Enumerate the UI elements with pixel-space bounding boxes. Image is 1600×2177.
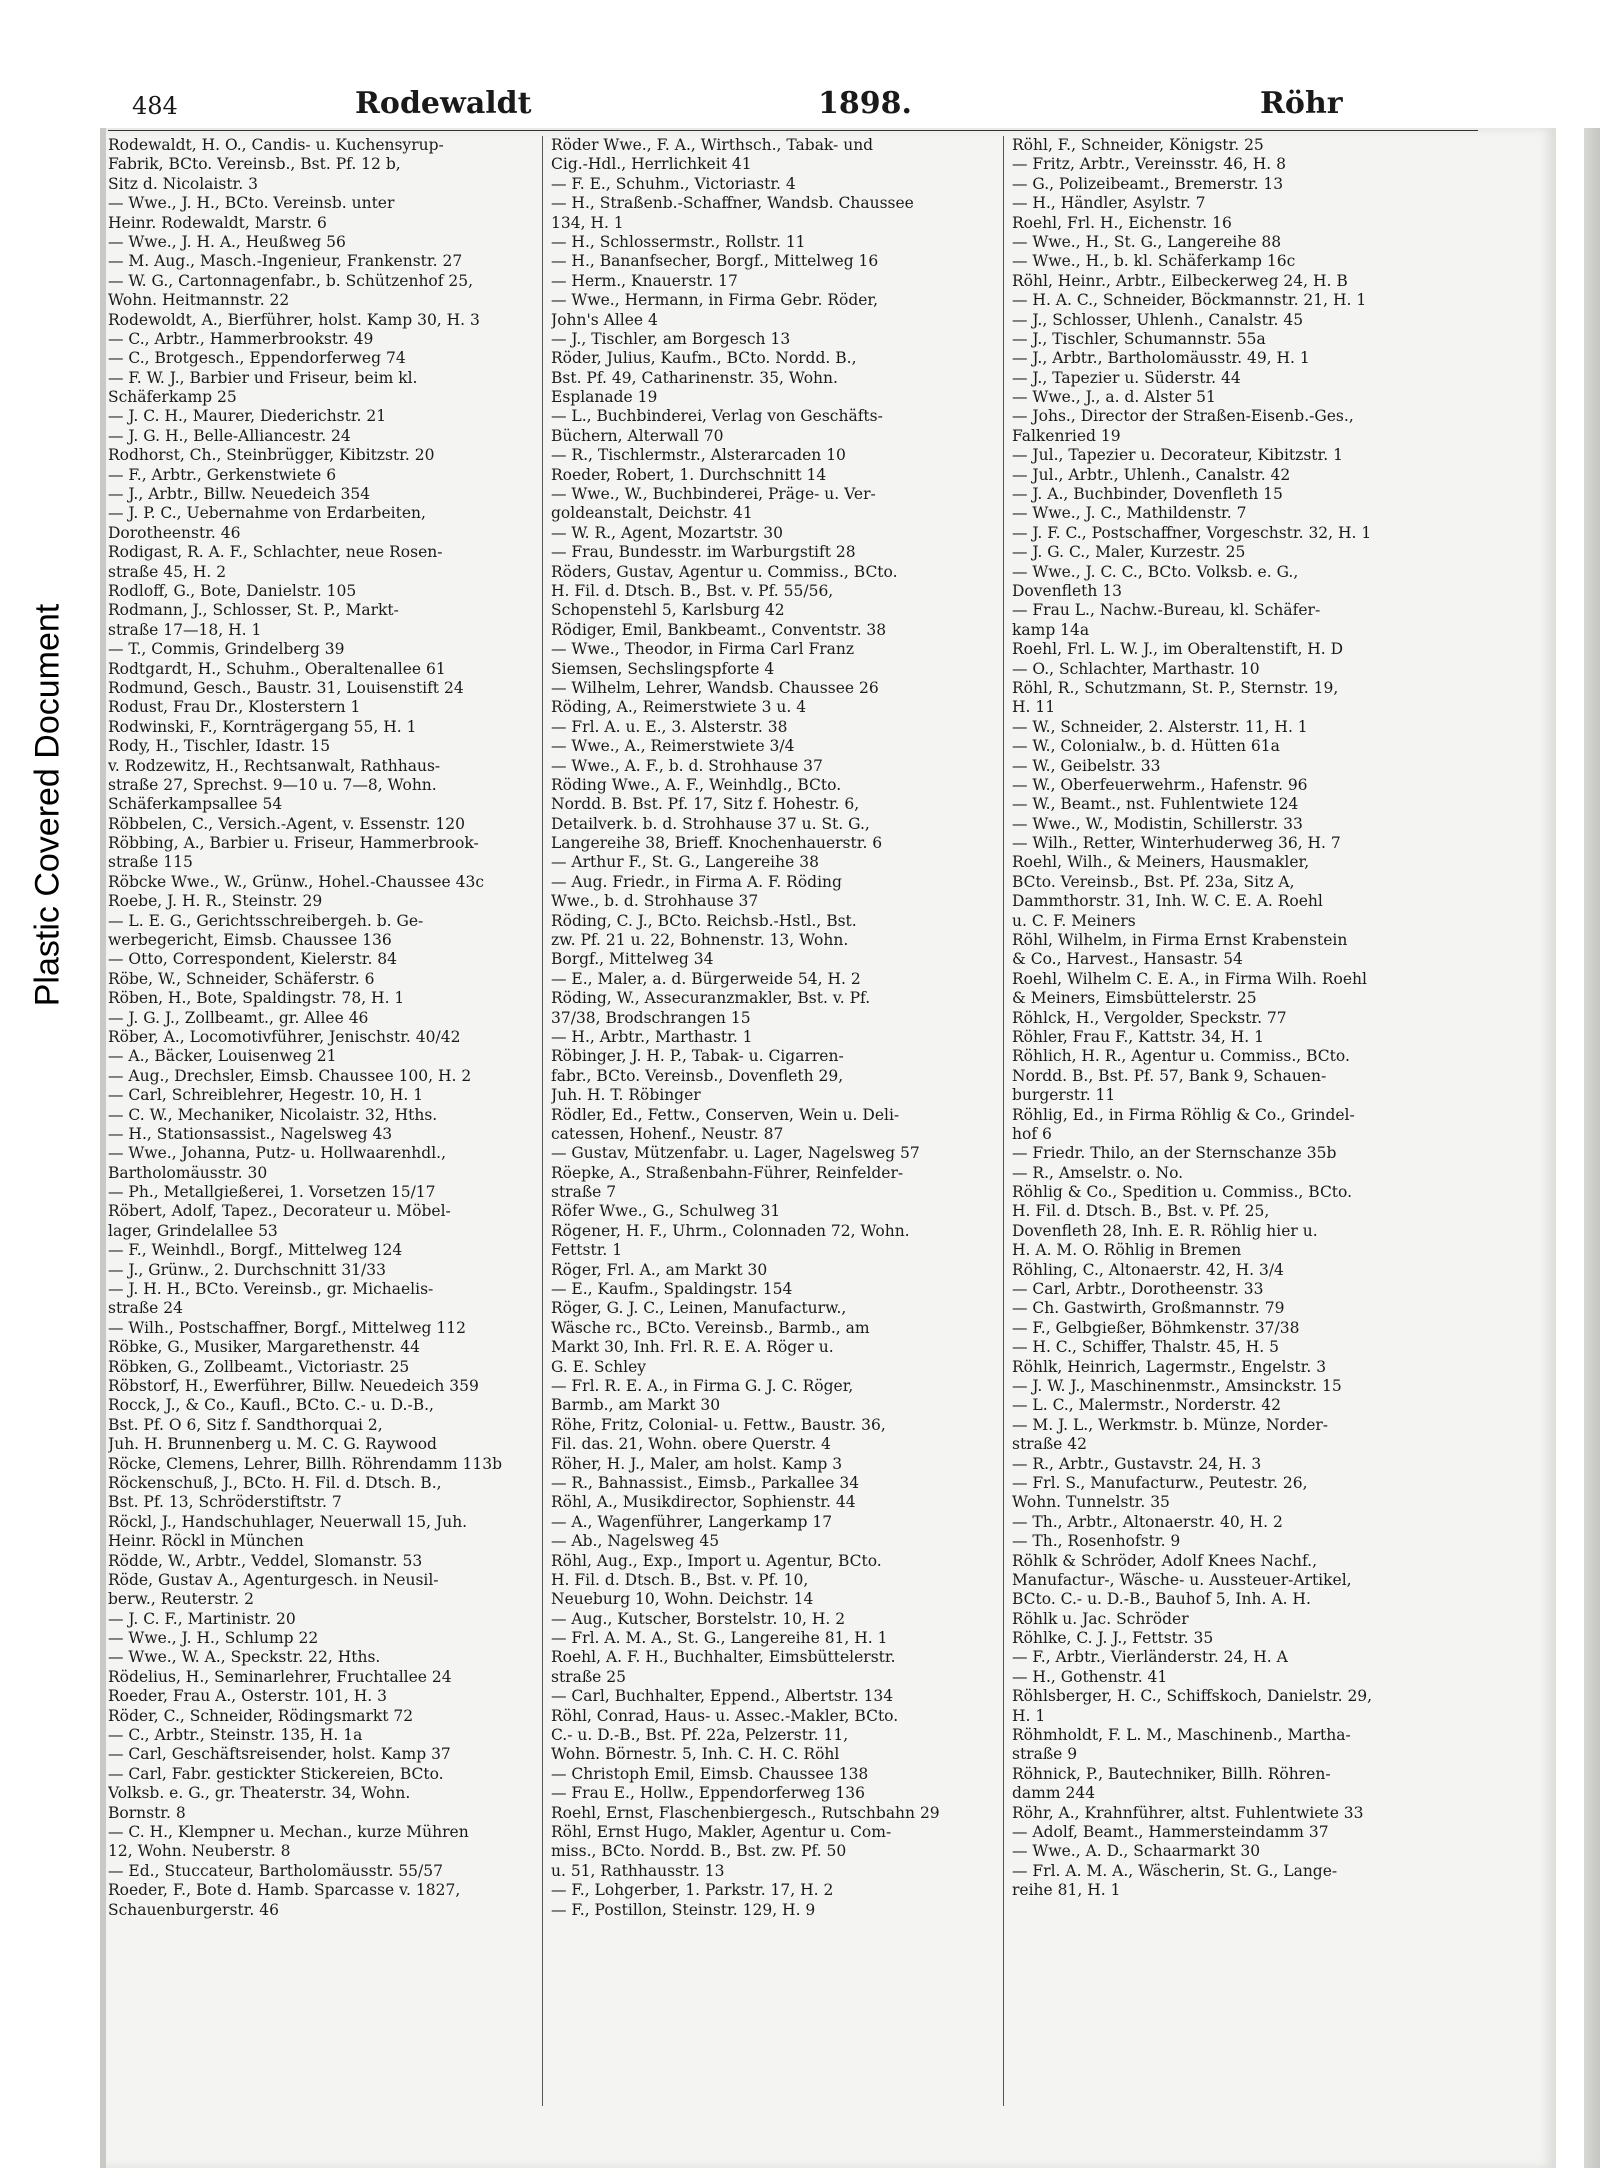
directory-line: Röhlig & Co., Spedition u. Commiss., BCto. <box>1012 1183 1353 1202</box>
directory-line: — H., Bananfsecher, Borgf., Mittelweg 16 <box>551 252 879 271</box>
directory-line: Röckenschuß, J., BCto. H. Fil. d. Dtsch. B., <box>108 1473 442 1492</box>
directory-line: Bornstr. 8 <box>108 1803 186 1822</box>
directory-line: — W., Colonialw., b. d. Hütten 61a <box>1012 737 1280 756</box>
directory-line: goldeanstalt, Deichstr. 41 <box>551 504 753 523</box>
directory-line: v. Rodzewitz, H., Rechtsanwalt, Rathhaus- <box>108 756 441 775</box>
directory-line: straße 115 <box>108 853 193 872</box>
directory-line: Rody, H., Tischler, Idastr. 15 <box>108 737 331 756</box>
directory-line: — Jul., Tapezier u. Decorateur, Kibitzstr. 1 <box>1012 446 1343 465</box>
directory-line: Roeder, Frau A., Osterstr. 101, H. 3 <box>108 1687 388 1706</box>
directory-line: Rodmann, J., Schlosser, St. P., Markt- <box>108 601 399 620</box>
directory-line: Rodewoldt, A., Bierführer, holst. Kamp 30, H. 3 <box>108 310 480 329</box>
directory-line: — Wilhelm, Lehrer, Wandsb. Chaussee 26 <box>551 678 879 697</box>
directory-line: Röcke, Clemens, Lehrer, Billh. Röhrendamm 113b <box>108 1454 502 1473</box>
directory-line: Fil. das. 21, Wohn. obere Querstr. 4 <box>551 1435 831 1454</box>
directory-line: — J., Arbtr., Billw. Neuedeich 354 <box>108 485 371 504</box>
directory-line: John's Allee 4 <box>551 310 658 329</box>
directory-line: Röbke, G., Musiker, Margarethenstr. 44 <box>108 1338 420 1357</box>
directory-line: straße 24 <box>108 1299 184 1318</box>
directory-line: — Wwe., J. C., Mathildenstr. 7 <box>1012 504 1247 523</box>
directory-line: Nordd. B. Bst. Pf. 17, Sitz f. Hohestr. 6, <box>551 795 860 814</box>
directory-line: Neueburg 10, Wohn. Deichstr. 14 <box>551 1590 814 1609</box>
directory-line: Schäferkampsallee 54 <box>108 795 283 814</box>
directory-line: kamp 14a <box>1012 620 1090 639</box>
directory-line: — R., Arbtr., Gustavstr. 24, H. 3 <box>1012 1454 1262 1473</box>
directory-line: werbegericht, Eimsb. Chaussee 136 <box>108 931 392 950</box>
directory-line: Schäferkamp 25 <box>108 388 237 407</box>
directory-line: Rödde, W., Arbtr., Veddel, Slomanstr. 53 <box>108 1551 423 1570</box>
directory-line: reihe 81, H. 1 <box>1012 1881 1121 1900</box>
directory-line: Rodewaldt, H. O., Candis- u. Kuchensyrup- <box>108 136 444 154</box>
directory-line: — Th., Arbtr., Altonaerstr. 40, H. 2 <box>1012 1512 1283 1531</box>
directory-line: — Frau E., Hollw., Eppendorferweg 136 <box>551 1784 865 1803</box>
directory-line: Röbinger, J. H. P., Tabak- u. Cigarren- <box>551 1047 844 1066</box>
directory-line: Rödiger, Emil, Bankbeamt., Conventstr. 38 <box>551 620 887 639</box>
scan-label <box>18 545 78 1065</box>
directory-line: — Wwe., A., Reimerstwiete 3/4 <box>551 737 795 756</box>
directory-line: Nordd. B., Bst. Pf. 57, Bank 9, Schauen- <box>1012 1066 1327 1085</box>
directory-line: Röhlk u. Jac. Schröder <box>1012 1609 1189 1628</box>
directory-line: Röhlke, C. J. J., Fettstr. 35 <box>1012 1629 1214 1648</box>
directory-line: Röhlk, Heinrich, Lagermstr., Engelstr. 3 <box>1012 1357 1327 1376</box>
directory-line: — J. G. C., Maler, Kurzestr. 25 <box>1012 543 1246 562</box>
directory-line: H. 1 <box>1012 1706 1046 1725</box>
directory-line: Roehl, Wilhelm C. E. A., in Firma Wilh. Roehl <box>1012 969 1367 988</box>
directory-line: straße 17—18, H. 1 <box>108 620 262 639</box>
directory-line: Roeder, Robert, 1. Durchschnitt 14 <box>551 465 827 484</box>
directory-line: Juh. H. Brunnenberg u. M. C. G. Raywood <box>108 1435 437 1454</box>
directory-line: G. E. Schley <box>551 1357 647 1376</box>
header-left-word: Rodewaldt <box>355 86 532 121</box>
directory-line: Dammthorstr. 31, Inh. W. C. E. A. Roehl <box>1012 892 1323 911</box>
directory-line: & Co., Harvest., Hansastr. 54 <box>1012 950 1243 969</box>
directory-line: Bst. Pf. O 6, Sitz f. Sandthorquai 2, <box>108 1415 383 1434</box>
directory-line: Esplanade 19 <box>551 388 658 407</box>
directory-line: — Otto, Correspondent, Kielerstr. 84 <box>108 950 398 969</box>
directory-line: — J., Tapezier u. Süderstr. 44 <box>1012 368 1241 387</box>
directory-line: — M. Aug., Masch.-Ingenieur, Frankenstr. 27 <box>108 252 463 271</box>
directory-line: fabr., BCto. Vereinsb., Dovenfleth 29, <box>551 1066 844 1085</box>
directory-line: — Gustav, Mützenfabr. u. Lager, Nagelsweg 57 <box>551 1144 920 1163</box>
directory-line: Röger, Frl. A., am Markt 30 <box>551 1260 768 1279</box>
directory-line: Dovenfleth 28, Inh. E. R. Röhlig hier u. <box>1012 1221 1318 1240</box>
directory-line: — Wwe., J. H., Schlump 22 <box>108 1629 319 1648</box>
directory-line: Röhl, Heinr., Arbtr., Eilbeckerweg 24, H. B <box>1012 271 1348 290</box>
directory-line: — A., Bäcker, Louisenweg 21 <box>108 1047 337 1066</box>
header-right-word: Röhr <box>1260 86 1343 121</box>
directory-line: Juh. H. T. Röbinger <box>551 1086 701 1105</box>
directory-line: Röben, H., Bote, Spaldingstr. 78, H. 1 <box>108 989 405 1008</box>
directory-line: — W., Schneider, 2. Alsterstr. 11, H. 1 <box>1012 717 1308 736</box>
directory-line: — F. E., Schuhm., Victoriastr. 4 <box>551 174 796 193</box>
directory-line: catessen, Hohenf., Neustr. 87 <box>551 1124 784 1143</box>
directory-line: Röhl, Conrad, Haus- u. Assec.-Makler, BCto. <box>551 1706 899 1725</box>
directory-line: Siemsen, Sechslingspforte 4 <box>551 659 775 678</box>
directory-line: — Jul., Arbtr., Uhlenh., Canalstr. 42 <box>1012 465 1291 484</box>
directory-line: — Adolf, Beamt., Hammersteindamm 37 <box>1012 1822 1329 1841</box>
directory-line: — M. J. L., Werkmstr. b. Münze, Norder- <box>1012 1415 1329 1434</box>
directory-line: Sitz d. Nicolaistr. 3 <box>108 174 258 193</box>
directory-line: — H., Händler, Asylstr. 7 <box>1012 194 1206 213</box>
directory-line: Falkenried 19 <box>1012 426 1121 445</box>
directory-line: — Frl. A. u. E., 3. Alsterstr. 38 <box>551 717 788 736</box>
directory-line: 12, Wohn. Neuberstr. 8 <box>108 1842 291 1861</box>
directory-line: Rödler, Ed., Fettw., Conserven, Wein u. Deli- <box>551 1105 900 1124</box>
directory-line: burgerstr. 11 <box>1012 1086 1116 1105</box>
directory-line: — W., Beamt., nst. Fuhlentwiete 124 <box>1012 795 1299 814</box>
directory-line: — J. A., Buchbinder, Dovenfleth 15 <box>1012 485 1283 504</box>
directory-line: Roehl, Frl. H., Eichenstr. 16 <box>1012 213 1232 232</box>
directory-line: Rödelius, H., Seminarlehrer, Fruchtallee 24 <box>108 1667 452 1686</box>
directory-line: — J., Tischler, Schumannstr. 55a <box>1012 329 1266 348</box>
directory-line: berw., Reuterstr. 2 <box>108 1590 254 1609</box>
directory-line: — C. W., Mechaniker, Nicolaistr. 32, Hths. <box>108 1105 438 1124</box>
directory-line: Rodtgardt, H., Schuhm., Oberaltenallee 61 <box>108 659 446 678</box>
directory-line: — J., Schlosser, Uhlenh., Canalstr. 45 <box>1012 310 1304 329</box>
directory-line: hof 6 <box>1012 1124 1052 1143</box>
directory-line: — Frl. A. M. A., Wäscherin, St. G., Lange- <box>1012 1861 1338 1880</box>
directory-line: — J. G. H., Belle-Alliancestr. 24 <box>108 426 351 445</box>
directory-line: Manufactur-, Wäsche- u. Aussteuer-Artikel, <box>1012 1570 1352 1589</box>
directory-line: — G., Polizeibeamt., Bremerstr. 13 <box>1012 174 1284 193</box>
directory-line: straße 25 <box>551 1667 627 1686</box>
directory-line: — Wwe., J. C. C., BCto. Volksb. e. G., <box>1012 562 1299 581</box>
directory-line: — Fritz, Arbtr., Vereinsstr. 46, H. 8 <box>1012 155 1287 174</box>
directory-line: — J., Arbtr., Bartholomäusstr. 49, H. 1 <box>1012 349 1310 368</box>
directory-line: — Wwe., Hermann, in Firma Gebr. Röder, <box>551 291 879 310</box>
directory-line: Schopenstehl 5, Karlsburg 42 <box>551 601 785 620</box>
directory-line: Röher, H. J., Maler, am holst. Kamp 3 <box>551 1454 843 1473</box>
directory-line: — R., Bahnassist., Eimsb., Parkallee 34 <box>551 1473 860 1492</box>
directory-line: Fettstr. 1 <box>551 1241 623 1260</box>
directory-line: Fabrik, BCto. Vereinsb., Bst. Pf. 12 b, <box>108 155 401 174</box>
directory-line: — Th., Rosenhofstr. 9 <box>1012 1532 1181 1551</box>
directory-line: Röding, C. J., BCto. Reichsb.-Hstl., Bst. <box>551 911 857 930</box>
directory-line: Roebe, J. H. R., Steinstr. 29 <box>108 892 323 911</box>
directory-line: u. C. F. Meiners <box>1012 911 1136 930</box>
directory-line: Röhmholdt, F. L. M., Maschinenb., Martha- <box>1012 1726 1351 1745</box>
directory-line: Röhl, Wilhelm, in Firma Ernst Krabenstein <box>1012 931 1348 950</box>
scan-label-text: Plastic Covered Document <box>28 603 67 1007</box>
directory-line: Röder, C., Schneider, Rödingsmarkt 72 <box>108 1706 414 1725</box>
directory-line: Detailverk. b. d. Strohhause 37 u. St. G., <box>551 814 870 833</box>
directory-line: — L. E. G., Gerichtsschreibergeh. b. Ge- <box>108 911 424 930</box>
directory-line: — Carl, Arbtr., Dorotheenstr. 33 <box>1012 1280 1264 1299</box>
directory-line: & Meiners, Eimsbüttelerstr. 25 <box>1012 989 1257 1008</box>
directory-line: — J., Tischler, am Borgesch 13 <box>551 329 791 348</box>
directory-line: Dorotheenstr. 46 <box>108 523 241 542</box>
directory-line: — Wwe., W., Buchbinderei, Präge- u. Ver- <box>551 485 876 504</box>
directory-line: Schauenburgerstr. 46 <box>108 1900 279 1919</box>
column-2 <box>542 136 971 2106</box>
directory-line: straße 9 <box>1012 1745 1078 1764</box>
directory-line: — Wwe., J. H. A., Heußweg 56 <box>108 232 346 251</box>
directory-line: — Wwe., A. F., b. d. Strohhause 37 <box>551 756 823 775</box>
directory-line: lager, Grindelallee 53 <box>108 1221 278 1240</box>
directory-line: — F., Postillon, Steinstr. 129, H. 9 <box>551 1900 816 1919</box>
directory-line: — F. W. J., Barbier und Friseur, beim kl. <box>108 368 418 387</box>
directory-line: — Aug. Friedr., in Firma A. F. Röding <box>551 872 842 891</box>
directory-line: — Wwe., J., a. d. Alster 51 <box>1012 388 1216 407</box>
directory-line: — F., Gelbgießer, Böhmkenstr. 37/38 <box>1012 1318 1300 1337</box>
directory-line: Wäsche rc., BCto. Vereinsb., Barmb., am <box>551 1318 870 1337</box>
directory-line: — Ed., Stuccateur, Bartholomäusstr. 55/57 <box>108 1861 443 1880</box>
directory-line: Roehl, Frl. L. W. J., im Oberaltenstift, H. D <box>1012 640 1344 659</box>
directory-line: Röhl, F., Schneider, Königstr. 25 <box>1012 136 1264 154</box>
directory-line: Röhl, Aug., Exp., Import u. Agentur, BCto. <box>551 1551 882 1570</box>
directory-line: — J. H. H., BCto. Vereinsb., gr. Michaelis- <box>108 1280 434 1299</box>
directory-line: Dovenfleth 13 <box>1012 581 1123 600</box>
directory-line: Röhe, Fritz, Colonial- u. Fettw., Baustr. 36, <box>551 1415 886 1434</box>
directory-line: — H., Arbtr., Marthastr. 1 <box>551 1027 753 1046</box>
directory-line: Rocck, J., & Co., Kaufl., BCto. C.- u. D.-B., <box>108 1396 434 1415</box>
directory-line: — Frl. A. M. A., St. G., Langereihe 81, H. 1 <box>551 1629 888 1648</box>
directory-line: Rodwinski, F., Kornträgergang 55, H. 1 <box>108 717 417 736</box>
directory-line: Heinr. Röckl in München <box>108 1532 304 1551</box>
directory-line: — Wwe., Theodor, in Firma Carl Franz <box>551 640 855 659</box>
directory-line: — Frau L., Nachw.-Bureau, kl. Schäfer- <box>1012 601 1321 620</box>
directory-line: straße 42 <box>1012 1435 1088 1454</box>
directory-line: Wohn. Heitmannstr. 22 <box>108 291 290 310</box>
directory-line: — Carl, Schreiblehrer, Hegestr. 10, H. 1 <box>108 1086 424 1105</box>
directory-line: — Herm., Knauerstr. 17 <box>551 271 738 290</box>
directory-line: 134, H. 1 <box>551 213 624 232</box>
header-rule <box>108 130 1478 131</box>
directory-line: Röder Wwe., F. A., Wirthsch., Tabak- und <box>551 136 874 154</box>
directory-line: Wwe., b. d. Strohhause 37 <box>551 892 759 911</box>
directory-line: — H., Stationsassist., Nagelsweg 43 <box>108 1124 393 1143</box>
directory-line: — J. G. J., Zollbeamt., gr. Allee 46 <box>108 1008 369 1027</box>
directory-line: — C. H., Klempner u. Mechan., kurze Mühren <box>108 1822 469 1841</box>
directory-line: Röhlich, H. R., Agentur u. Commiss., BCto. <box>1012 1047 1350 1066</box>
directory-line: H. Fil. d. Dtsch. B., Bst. v. Pf. 10, <box>551 1570 809 1589</box>
directory-line: Röfer Wwe., G., Schulweg 31 <box>551 1202 781 1221</box>
directory-line: — Aug., Drechsler, Eimsb. Chaussee 100, H. 2 <box>108 1066 472 1085</box>
directory-line: — Wwe., W. A., Speckstr. 22, Hths. <box>108 1648 381 1667</box>
directory-line: — Christoph Emil, Eimsb. Chaussee 138 <box>551 1764 869 1783</box>
directory-line: Röhler, Frau F., Kattstr. 34, H. 1 <box>1012 1027 1264 1046</box>
directory-line: Röhlig, Ed., in Firma Röhlig & Co., Grindel- <box>1012 1105 1355 1124</box>
directory-line: Volksb. e. G., gr. Theaterstr. 34, Wohn. <box>108 1784 411 1803</box>
directory-line: Röhling, C., Altonaerstr. 42, H. 3/4 <box>1012 1260 1284 1279</box>
directory-line: — O., Schlachter, Marthastr. 10 <box>1012 659 1260 678</box>
directory-line: u. 51, Rathhausstr. 13 <box>551 1861 725 1880</box>
directory-line: Röger, G. J. C., Leinen, Manufacturw., <box>551 1299 847 1318</box>
directory-line: Rodhorst, Ch., Steinbrügger, Kibitzstr. 20 <box>108 446 435 465</box>
directory-line: — E., Kaufm., Spaldingstr. 154 <box>551 1280 793 1299</box>
directory-line: Barmb., am Markt 30 <box>551 1396 721 1415</box>
directory-line: — W. R., Agent, Mozartstr. 30 <box>551 523 784 542</box>
directory-line: Röhl, R., Schutzmann, St. P., Sternstr. 19, <box>1012 678 1339 697</box>
directory-line: straße 27, Sprechst. 9—10 u. 7—8, Wohn. <box>108 775 437 794</box>
directory-line: — Wwe., W., Modistin, Schillerstr. 33 <box>1012 814 1303 833</box>
directory-line: Röhl, A., Musikdirector, Sophienstr. 44 <box>551 1493 856 1512</box>
directory-line: — Ph., Metallgießerei, 1. Vorsetzen 15/17 <box>108 1183 436 1202</box>
directory-line: Röhlsberger, H. C., Schiffskoch, Danielstr. 29, <box>1012 1687 1373 1706</box>
directory-line: Röbcke Wwe., W., Grünw., Hohel.-Chaussee 43c <box>108 872 484 891</box>
directory-line: — Arthur F., St. G., Langereihe 38 <box>551 853 819 872</box>
directory-line: Röhr, A., Krahnführer, altst. Fuhlentwiete 33 <box>1012 1803 1364 1822</box>
column-1 <box>108 136 528 1920</box>
directory-line: Röders, Gustav, Agentur u. Commiss., BCto. <box>551 562 898 581</box>
directory-line: — Wwe., H., b. kl. Schäferkamp 16c <box>1012 252 1296 271</box>
directory-line: Rodloff, G., Bote, Danielstr. 105 <box>108 581 357 600</box>
directory-line: straße 7 <box>551 1183 617 1202</box>
directory-line: — J. F. C., Postschaffner, Vorgeschstr. 32, H. 1 <box>1012 523 1372 542</box>
directory-line: Röhl, Ernst Hugo, Makler, Agentur u. Com- <box>551 1822 892 1841</box>
directory-line: — Carl, Geschäftsreisender, holst. Kamp 37 <box>108 1745 451 1764</box>
directory-line: Rögener, H. F., Uhrm., Colonnaden 72, Wohn. <box>551 1221 910 1240</box>
directory-line: — Wwe., A. D., Schaarmarkt 30 <box>1012 1842 1261 1861</box>
directory-line: — H., Schlossermstr., Rollstr. 11 <box>551 232 806 251</box>
directory-line: — Wwe., Johanna, Putz- u. Hollwaarenhdl., <box>108 1144 447 1163</box>
column-3 <box>1003 136 1432 2106</box>
directory-line: Röbken, G., Zollbeamt., Victoriastr. 25 <box>108 1357 410 1376</box>
directory-line: Wohn. Tunnelstr. 35 <box>1012 1493 1170 1512</box>
directory-line: Roeder, F., Bote d. Hamb. Sparcasse v. 1827, <box>108 1881 461 1900</box>
directory-line: BCto. Vereinsb., Bst. Pf. 23a, Sitz A, <box>1012 872 1295 891</box>
directory-line: Röckl, J., Handschuhlager, Neuerwall 15, Juh. <box>108 1512 468 1531</box>
directory-line: H. Fil. d. Dtsch. B., Bst. v. Pf. 55/56, <box>551 581 834 600</box>
directory-line: Röber, A., Locomotivführer, Jenischstr. 40/42 <box>108 1027 461 1046</box>
directory-line: — H., Gothenstr. 41 <box>1012 1667 1168 1686</box>
directory-line: — E., Maler, a. d. Bürgerweide 54, H. 2 <box>551 969 861 988</box>
directory-line: — F., Arbtr., Vierländerstr. 24, H. A <box>1012 1648 1288 1667</box>
page-number: 484 <box>132 92 178 120</box>
directory-line: — Frl. S., Manufacturw., Peutestr. 26, <box>1012 1473 1308 1492</box>
directory-line: — R., Amselstr. o. No. <box>1012 1163 1184 1182</box>
directory-line: Bst. Pf. 13, Schröderstiftstr. 7 <box>108 1493 342 1512</box>
directory-line: — F., Lohgerber, 1. Parkstr. 17, H. 2 <box>551 1881 834 1900</box>
directory-line: Röepke, A., Straßenbahn-Führer, Reinfelder- <box>551 1163 904 1182</box>
directory-line: Röding, W., Assecuranzmakler, Bst. v. Pf. <box>551 989 871 1008</box>
directory-line: straße 45, H. 2 <box>108 562 227 581</box>
directory-line: — Aug., Kutscher, Borstelstr. 10, H. 2 <box>551 1609 846 1628</box>
directory-line: — C., Arbtr., Steinstr. 135, H. 1a <box>108 1726 363 1745</box>
directory-line: — Carl, Buchhalter, Eppend., Albertstr. 134 <box>551 1687 894 1706</box>
directory-line: Rodust, Frau Dr., Klosterstern 1 <box>108 698 361 717</box>
directory-line: — C., Brotgesch., Eppendorferweg 74 <box>108 349 406 368</box>
directory-line: — Wwe., J. H., BCto. Vereinsb. unter <box>108 194 395 213</box>
page-fold <box>1584 128 1600 2168</box>
directory-line: — Friedr. Thilo, an der Sternschanze 35b <box>1012 1144 1337 1163</box>
directory-line: H. A. M. O. Röhlig in Bremen <box>1012 1241 1242 1260</box>
directory-line: zw. Pf. 21 u. 22, Bohnenstr. 13, Wohn. <box>551 931 849 950</box>
directory-line: — T., Commis, Grindelberg 39 <box>108 640 345 659</box>
directory-line: — R., Tischlermstr., Alsterarcaden 10 <box>551 446 846 465</box>
directory-line: Röbe, W., Schneider, Schäferstr. 6 <box>108 969 375 988</box>
directory-line: — Wilh., Retter, Winterhuderweg 36, H. 7 <box>1012 834 1341 853</box>
directory-line: miss., BCto. Nordd. B., Bst. zw. Pf. 50 <box>551 1842 847 1861</box>
directory-line: Röhnick, P., Bautechniker, Billh. Röhren- <box>1012 1764 1331 1783</box>
directory-line: — Wwe., H., St. G., Langereihe 88 <box>1012 232 1282 251</box>
directory-line: — Carl, Fabr. gestickter Stickereien, BCto. <box>108 1764 444 1783</box>
directory-line: Röbbelen, C., Versich.-Agent, v. Essenstr. 120 <box>108 814 465 833</box>
directory-line: H. 11 <box>1012 698 1056 717</box>
directory-line: C.- u. D.-B., Bst. Pf. 22a, Pelzerstr. 11, <box>551 1726 849 1745</box>
directory-line: — Ch. Gastwirth, Großmannstr. 79 <box>1012 1299 1285 1318</box>
directory-line: Bst. Pf. 49, Catharinenstr. 35, Wohn. <box>551 368 838 387</box>
directory-line: — W. G., Cartonnagenfabr., b. Schützenhof 25, <box>108 271 474 290</box>
directory-line: — F., Arbtr., Gerkenstwiete 6 <box>108 465 337 484</box>
directory-line: Röbert, Adolf, Tapez., Decorateur u. Möbel- <box>108 1202 451 1221</box>
directory-line: — J. C. H., Maurer, Diederichstr. 21 <box>108 407 387 426</box>
directory-line: Röding, A., Reimerstwiete 3 u. 4 <box>551 698 807 717</box>
directory-line: — A., Wagenführer, Langerkamp 17 <box>551 1512 833 1531</box>
directory-line: BCto. C.- u. D.-B., Bauhof 5, Inh. A. H. <box>1012 1590 1311 1609</box>
directory-line: — W., Oberfeuerwehrm., Hafenstr. 96 <box>1012 775 1308 794</box>
directory-line: Markt 30, Inh. Frl. R. E. A. Röger u. <box>551 1338 834 1357</box>
directory-line: — L. C., Malermstr., Norderstr. 42 <box>1012 1396 1281 1415</box>
directory-line: Röhlck, H., Vergolder, Speckstr. 77 <box>1012 1008 1287 1027</box>
directory-line: Röding Wwe., A. F., Weinhdlg., BCto. <box>551 775 842 794</box>
directory-line: — F., Weinhdl., Borgf., Mittelweg 124 <box>108 1241 403 1260</box>
directory-line: Röbstorf, H., Ewerführer, Billw. Neuedeich 359 <box>108 1377 479 1395</box>
directory-line: Roehl, A. F. H., Buchhalter, Eimsbüttelerstr. <box>551 1648 896 1667</box>
directory-line: Röder, Julius, Kaufm., BCto. Nordd. B., <box>551 349 857 368</box>
directory-line: — Wilh., Postschaffner, Borgf., Mittelweg 112 <box>108 1318 466 1337</box>
directory-line: — Frau, Bundesstr. im Warburgstift 28 <box>551 543 856 562</box>
directory-line: Heinr. Rodewaldt, Marstr. 6 <box>108 213 327 232</box>
header-year: 1898. <box>818 86 912 121</box>
directory-line: Röhlk & Schröder, Adolf Knees Nachf., <box>1012 1551 1318 1570</box>
directory-line: — H. A. C., Schneider, Böckmannstr. 21, H. 1 <box>1012 291 1367 310</box>
directory-line: — Johs., Director der Straßen-Eisenb.-Ges., <box>1012 407 1354 426</box>
directory-line: Rodigast, R. A. F., Schlachter, neue Rosen- <box>108 543 443 562</box>
directory-line: Langereihe 38, Brieff. Knochenhauerstr. 6 <box>551 834 883 853</box>
directory-line: — L., Buchbinderei, Verlag von Geschäfts- <box>551 407 883 426</box>
directory-line: Borgf., Mittelweg 34 <box>551 950 714 969</box>
directory-line: — J. C. F., Martinistr. 20 <box>108 1609 296 1628</box>
directory-line: — H. C., Schiffer, Thalstr. 45, H. 5 <box>1012 1338 1279 1357</box>
directory-line: — J. W. J., Maschinenmstr., Amsinckstr. 15 <box>1012 1377 1342 1395</box>
directory-line: — Ab., Nagelsweg 45 <box>551 1532 720 1551</box>
directory-line: — Frl. R. E. A., in Firma G. J. C. Röger, <box>551 1377 854 1395</box>
directory-line: Roehl, Wilh., & Meiners, Hausmakler, <box>1012 853 1310 872</box>
directory-line: Büchern, Alterwall 70 <box>551 426 724 445</box>
directory-line: — W., Geibelstr. 33 <box>1012 756 1161 775</box>
directory-line: Röbbing, A., Barbier u. Friseur, Hammerbrook- <box>108 834 479 853</box>
directory-line: — C., Arbtr., Hammerbrookstr. 49 <box>108 329 374 348</box>
directory-line: Cig.-Hdl., Herrlichkeit 41 <box>551 155 752 174</box>
directory-line: damm 244 <box>1012 1784 1096 1803</box>
directory-line: — H., Straßenb.-Schaffner, Wandsb. Chaussee <box>551 194 914 213</box>
directory-line: Bartholomäusstr. 30 <box>108 1163 268 1182</box>
directory-line: Rodmund, Gesch., Baustr. 31, Louisenstift 24 <box>108 678 464 697</box>
directory-line: Röde, Gustav A., Agenturgesch. in Neusil- <box>108 1570 439 1589</box>
directory-line: Wohn. Börnestr. 5, Inh. C. H. C. Röhl <box>551 1745 840 1764</box>
directory-line: — J., Grünw., 2. Durchschnitt 31/33 <box>108 1260 386 1279</box>
directory-line: — J. P. C., Uebernahme von Erdarbeiten, <box>108 504 426 523</box>
directory-line: H. Fil. d. Dtsch. B., Bst. v. Pf. 25, <box>1012 1202 1270 1221</box>
directory-line: 37/38, Brodschrangen 15 <box>551 1008 751 1027</box>
directory-line: Roehl, Ernst, Flaschenbiergesch., Rutschbahn 29 <box>551 1803 940 1822</box>
